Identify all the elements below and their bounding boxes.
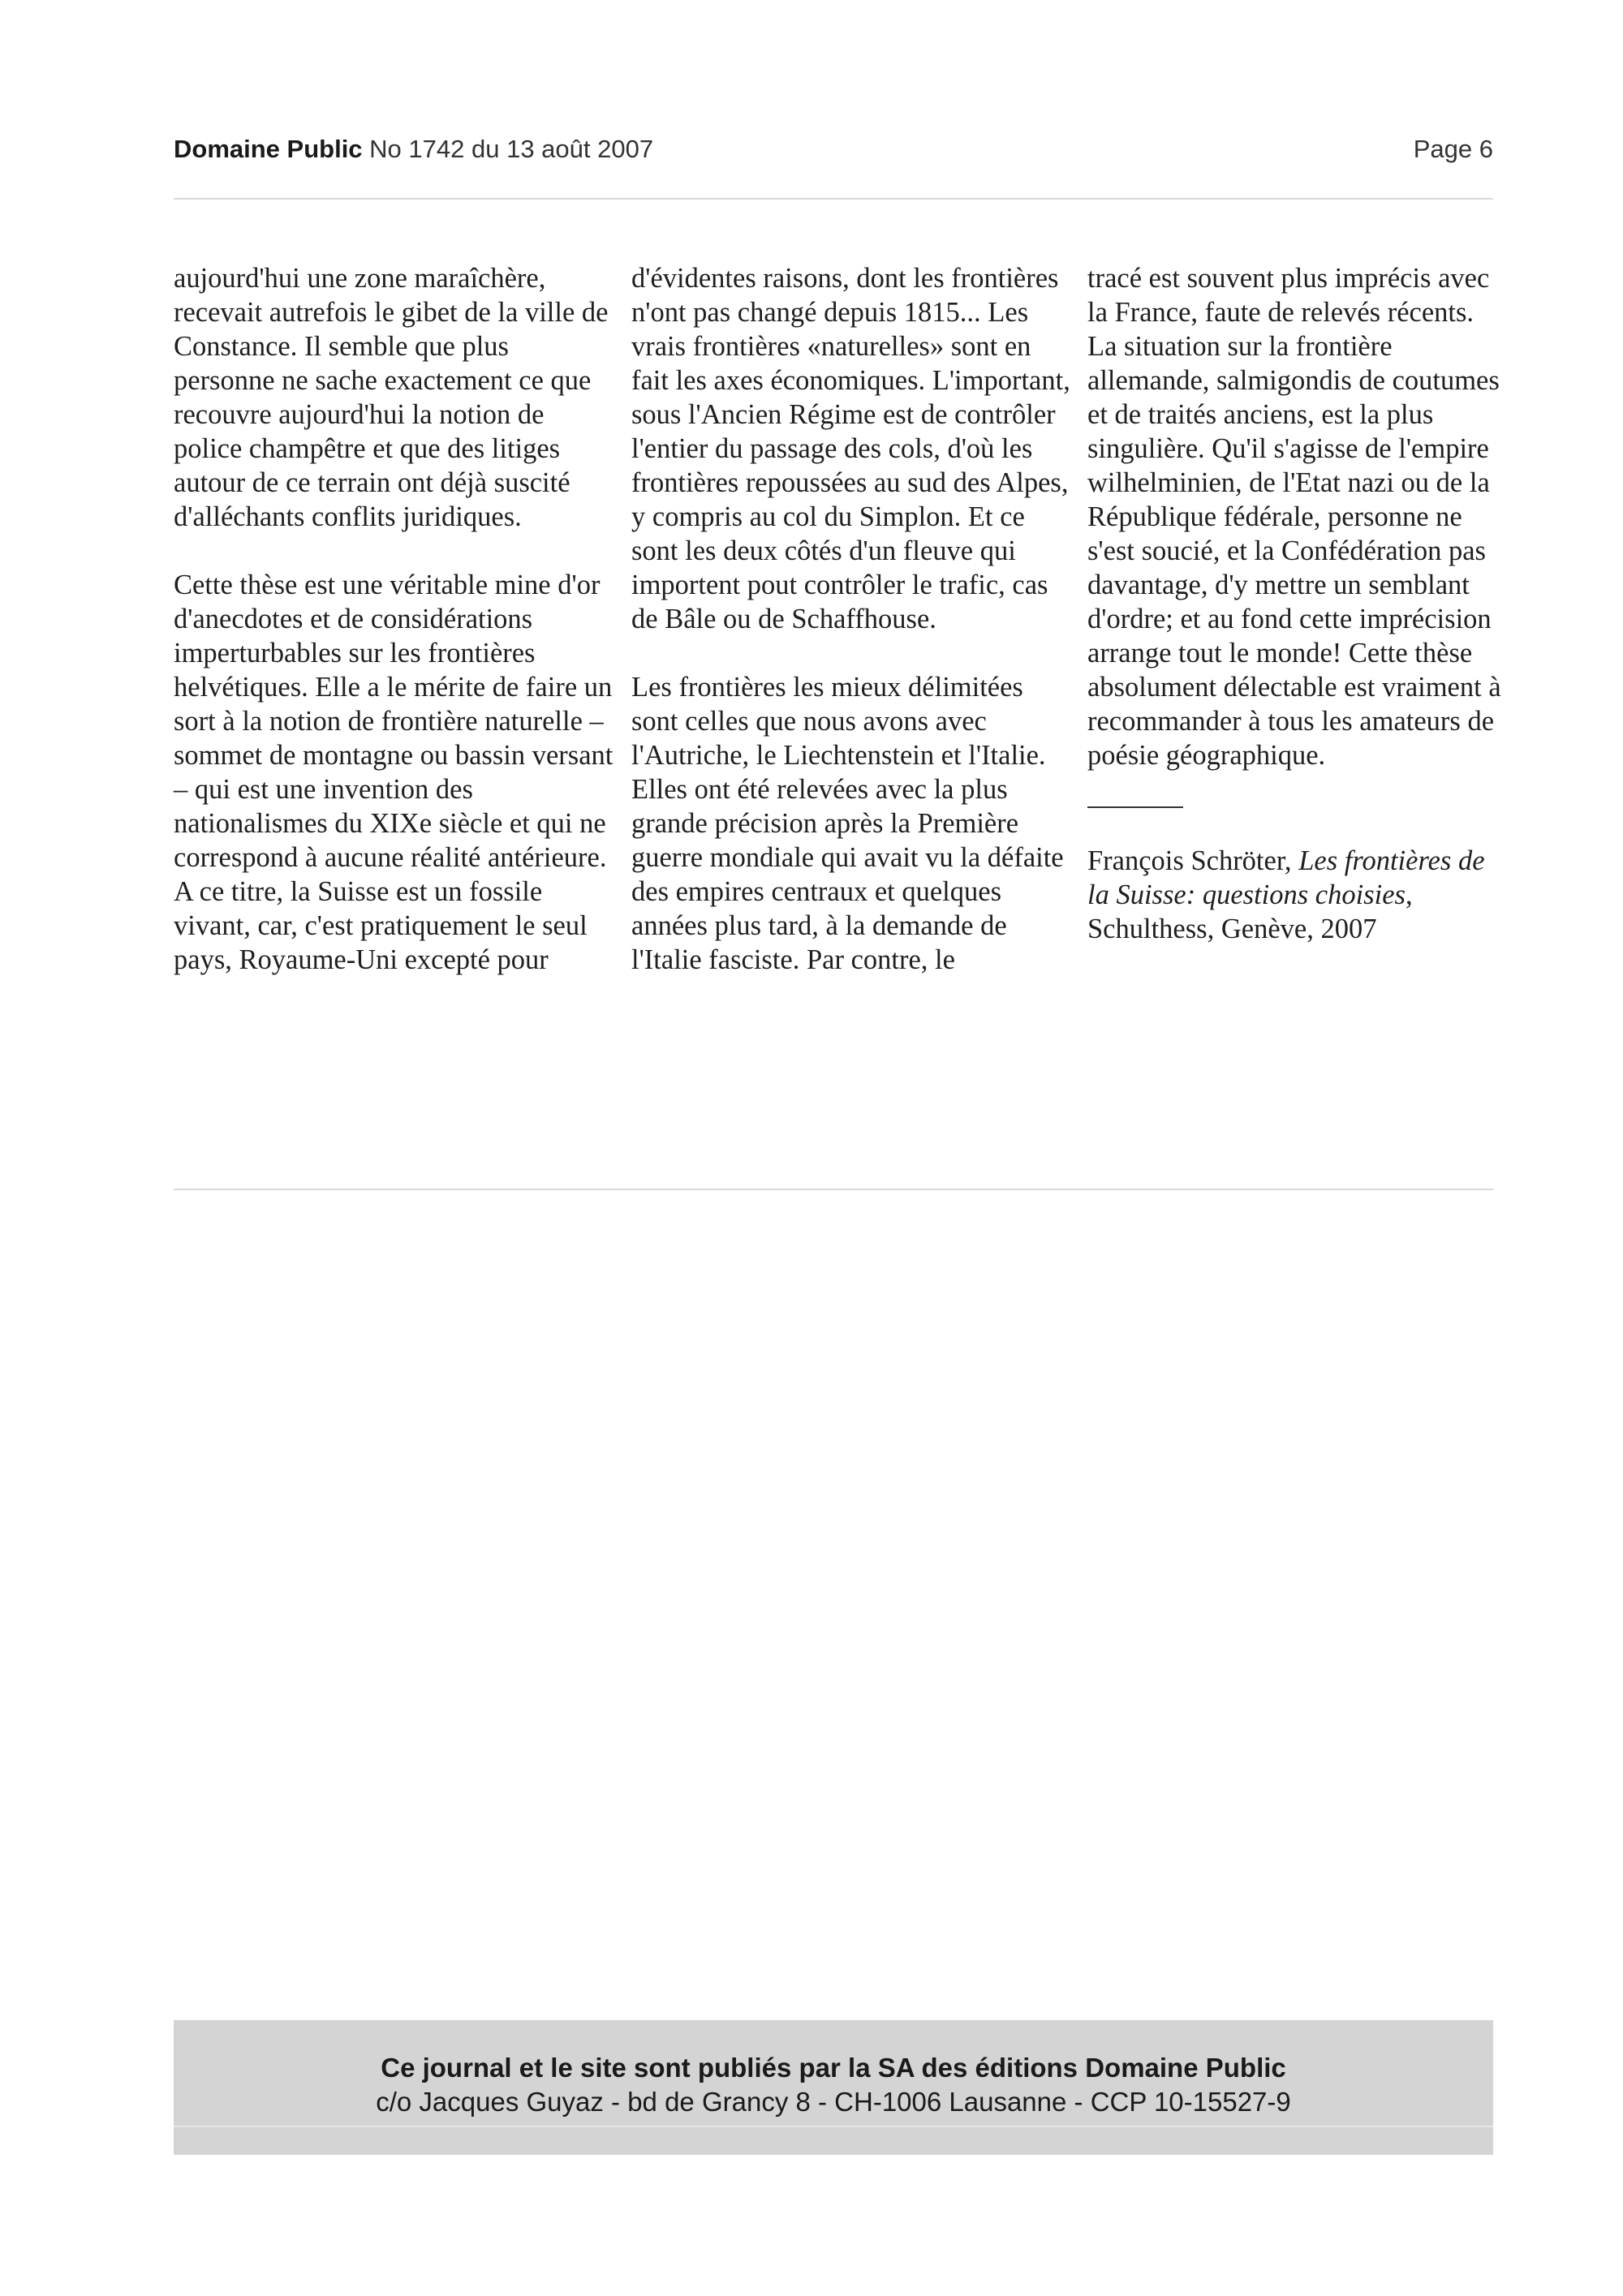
footer-address-line: c/o Jacques Guyaz - bd de Grancy 8 - CH-1006 Lausanne - CCP 10-15527-9 <box>376 2087 1291 2117</box>
paragraph: tracé est souvent plus imprécis avec la France, faute de relevés récents. La situation sur la frontière allemande, salmigondis de coutumes et de traités anciens, est la plus singulière. Qu'il s'agisse de l'empire wilhelminien, de l'Etat nazi ou de la République fédérale, personne ne s'est soucié, et la Confédération pas davantage, d'y mettre un semblant d'ordre; et au fond cette imprécision arrange tout le monde! Cette thèse absolument délectable est vraiment à recommander à tous les amateurs de poésie géographique. <box>1087 263 1501 771</box>
paragraph: d'évidentes raisons, dont les frontières n'ont pas changé depuis 1815... Les vrais frontières «naturelles» sont en fait les axes économiques. L'important, sous l'Ancien Régime est de contrôler l'entier du passage des cols, d'où les frontières repoussées au sud des Alpes, y compris au col du Simplon. Et ce sont les deux côtés d'un fleuve qui importent pout contrôler le trafic, cas de Bâle ou de Schaffhouse. <box>631 263 1070 634</box>
publisher-footer <box>174 2020 1493 2155</box>
page-header <box>174 135 1493 170</box>
page-number: Page 6 <box>1413 135 1493 163</box>
issue-info <box>174 135 653 164</box>
reference-separator <box>1087 806 1183 808</box>
paragraph: aujourd'hui une zone maraîchère, recevait autrefois le gibet de la ville de Constance. Il semble que plus personne ne sache exactement ce que recouvre aujourd'hui la notion de police champêtre et que des litiges autour de ce terrain ont déjà suscité d'alléchants conflits juridiques. <box>174 263 609 532</box>
text-column-1 <box>174 261 616 977</box>
publication-name: Domaine Public <box>174 135 363 163</box>
text-column-2 <box>631 261 1074 977</box>
text-column-3 <box>1087 261 1509 946</box>
article-end-rule <box>174 1189 1493 1190</box>
reference-title: Les frontières de la Suisse: questions choisies <box>1087 845 1485 910</box>
book-reference <box>1087 844 1509 946</box>
issue-number-date: No 1742 du 13 août 2007 <box>369 135 654 163</box>
paragraph: Cette thèse est une véritable mine d'or d'anecdotes et de considérations imperturbables sur les frontières helvétiques. Elle a le mérite de faire un sort à la notion de frontière naturelle – sommet de montagne ou bassin versant – qui est une invention des nationalismes du XIXe siècle et qui ne correspond à aucune réalité antérieure. A ce titre, la Suisse est un fossile vivant, car, c'est pratiquement le seul pays, Royaume-Uni excepté pour <box>174 570 613 975</box>
footer-divider <box>174 2126 1493 2127</box>
reference-author: François Schröter, <box>1087 845 1299 876</box>
header-rule <box>174 198 1493 200</box>
footer-publisher-line: Ce journal et le site sont publiés par la SA des éditions Domaine Public <box>381 2053 1286 2083</box>
reference-publisher: , Schulthess, Genève, 2007 <box>1087 879 1413 944</box>
paragraph: Les frontières les mieux délimitées sont celles que nous avons avec l'Autriche, le Liechtenstein et l'Italie. Elles ont été relevées avec la plus grande précision après la Première guerre mondiale qui avait vu la défaite des empires centraux et quelques années plus tard, à la demande de l'Italie fasciste. Par contre, le <box>631 672 1064 975</box>
